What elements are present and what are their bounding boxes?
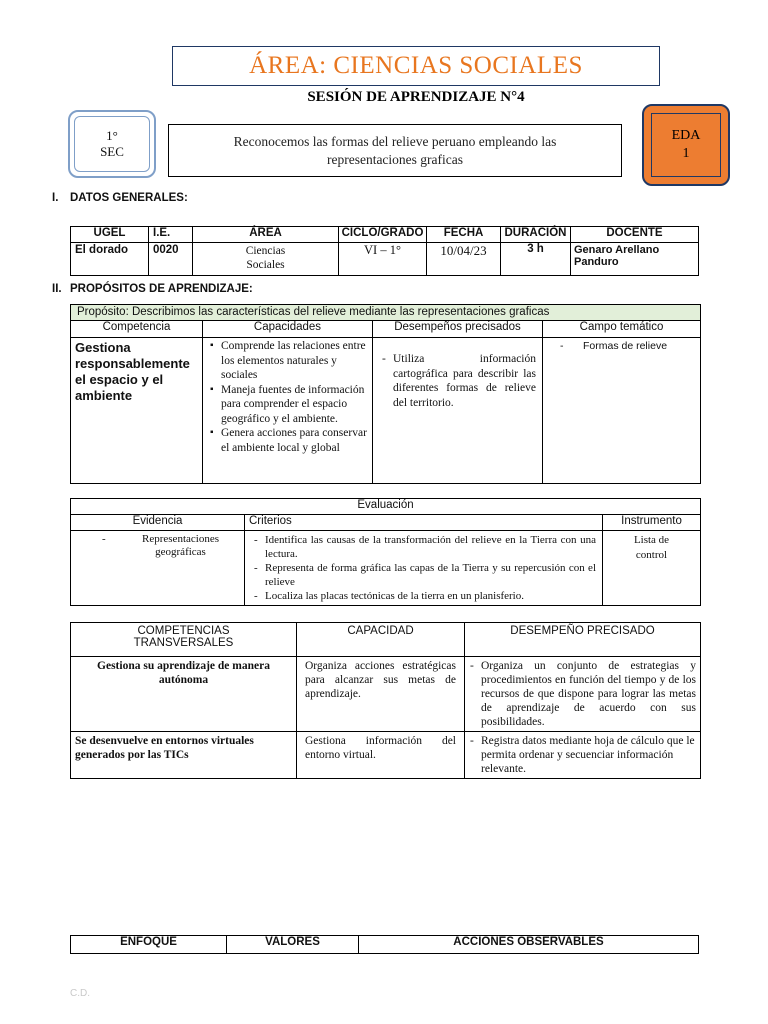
competencia-cell: Gestiona responsablemente el espacio y el ambiente [71,338,203,484]
header-instrumento: Instrumento [603,515,701,531]
eda-label: EDA [671,128,701,143]
header-competencia: Competencia [71,321,203,338]
session-title: SESIÓN DE APRENDIZAJE N°4 [307,89,525,105]
header-campo-tematico: Campo temático [543,321,701,338]
list-item: ▪ Genera acciones para conservar el ambiente local y global [209,426,368,455]
header-acciones-observables: ACCIONES OBSERVABLES [359,936,699,954]
grade-number: 1° [106,128,118,143]
header-capacidades: Capacidades [203,321,373,338]
list-item: - Representaciones geográficas [99,533,240,559]
value-area: Ciencias Sociales [193,243,339,276]
header-fecha: FECHA [427,227,501,243]
proposito-text: Propósito: Describimos las características del relieve mediante las representaciones graficas [71,305,701,321]
capacidad-cell: Gestiona información del entorno virtual. [297,732,465,779]
enfoque-table [70,935,699,954]
session-topic: Reconocemos las formas del relieve peruano empleando las representaciones graficas [168,124,622,177]
section-propositos [52,283,253,295]
header-docente: DOCENTE [571,227,699,243]
list-item: - Identifica las causas de la transformación del relieve en la Tierra con una lectura. [251,533,596,561]
table-row [71,243,699,276]
value-docente: Genaro Arellano Panduro [571,243,699,276]
value-ciclo: VI – 1° [339,243,427,276]
table-row [71,657,701,732]
grade-level: SEC [100,144,124,159]
table-header-row [71,623,701,657]
value-fecha: 10/04/23 [427,243,501,276]
list-item: ▪ Comprende las relaciones entre los elementos naturales y sociales [209,339,368,383]
list-item: - Registra datos mediante hoja de cálculo que le permita ordenar y secuenciar información relevante. [467,734,696,776]
header-enfoque: ENFOQUE [71,936,227,954]
desempeno-cell [465,657,701,732]
header-competencias-transversales: COMPETENCIAS TRANSVERSALES [71,623,297,657]
campo-cell [543,338,701,484]
eda-badge [642,104,730,186]
header-valores: VALORES [227,936,359,954]
capacidad-cell: Organiza acciones estratégicas para alcanzar sus metas de aprendizaje. [297,657,465,732]
list-item: ▪ Maneja fuentes de información para comprender el espacio geográfico y el ambiente. [209,383,368,427]
list-item: - Formas de relieve [557,340,696,353]
table-row [71,531,701,606]
competencia-cell: Gestiona su aprendizaje de manera autónoma [71,657,297,732]
eda-number: 1 [682,146,690,161]
propositos-table [70,304,701,484]
datos-generales-table [70,226,699,276]
desempeno-cell [373,338,543,484]
value-ie: 0020 [149,243,193,276]
header-desempeno-precisado: DESEMPEÑO PRECISADO [465,623,701,657]
table-header-row [71,936,699,954]
header-capacidad: CAPACIDAD [297,623,465,657]
list-item: - Organiza un conjunto de estrategias y procedimientos en función del tiempo y de los recursos de que dispone para lograr las metas de aprendizaje de acuerdo con sus posibilidades. [467,659,696,729]
competencias-transversales-table [70,622,701,779]
criterios-cell [245,531,603,606]
section-title: PROPÓSITOS DE APRENDIZAJE: [70,283,253,295]
header-duracion: DURACIÓN [501,227,571,243]
list-item: - Utiliza información cartográfica para describir las diferentes formas de relieve del territorio. [379,352,536,410]
header-ugel: UGEL [71,227,149,243]
header-criterios: Criterios [245,515,603,531]
evidencia-cell [71,531,245,606]
table-header-row [71,515,701,531]
area-title: ÁREA: CIENCIAS SOCIALES [172,46,660,86]
header-desempenos: Desempeños precisados [373,321,543,338]
table-row [71,338,701,484]
evaluacion-table [70,498,701,606]
section-number: I. [52,192,59,204]
value-ugel: El dorado [71,243,149,276]
header-evidencia: Evidencia [71,515,245,531]
header-ie: I.E. [149,227,193,243]
evaluacion-title: Evaluación [71,499,701,515]
capacidades-cell [203,338,373,484]
desempeno-cell [465,732,701,779]
section-datos-generales [52,192,188,204]
header-area: ÁREA [193,227,339,243]
table-header-row [71,321,701,338]
header-ciclo: CICLO/GRADO [339,227,427,243]
table-row [71,732,701,779]
value-duracion: 3 h [501,243,571,276]
footer-watermark: C.D. [70,988,90,999]
list-item: - Localiza las placas tectónicas de la tierra en un planisferio. [251,589,596,603]
section-title: DATOS GENERALES: [70,192,188,204]
competencia-cell: Se desenvuelve en entornos virtuales generados por las TICs [71,732,297,779]
section-number: II. [52,283,62,295]
grade-badge [68,110,156,178]
table-header-row [71,227,699,243]
instrumento-cell: Lista de control [603,531,701,606]
list-item: - Representa de forma gráfica las capas de la Tierra y su repercusión con el relieve [251,561,596,589]
